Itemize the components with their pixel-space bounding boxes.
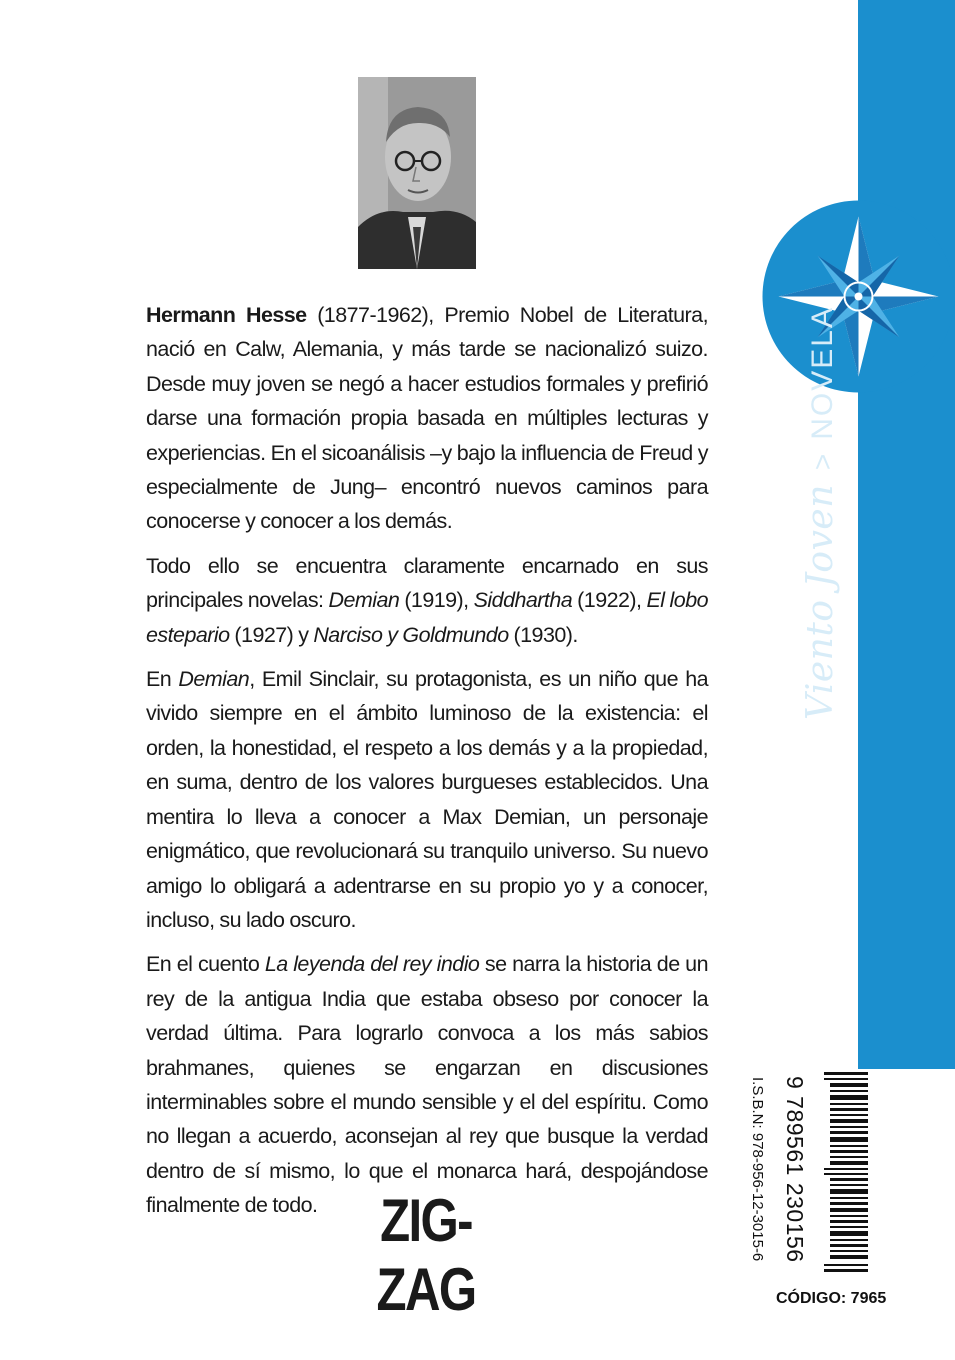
series-genre: NOVELA <box>806 306 839 440</box>
isbn-label: I.S.B.N: 978-956-12-3015-6 <box>749 1077 766 1262</box>
publisher-logo: ZIG-ZAG <box>376 1187 476 1323</box>
demian-title: Demian <box>178 667 250 692</box>
barcode-digits: 9 789561 230156 <box>782 1076 808 1263</box>
series-label <box>800 300 841 720</box>
compass-star-icon <box>762 200 955 393</box>
novels-paragraph <box>146 549 708 652</box>
novel-year: (1919), <box>399 588 474 613</box>
novel-title: Narciso y Goldmundo <box>313 622 509 647</box>
legend-title: La leyenda del rey indio <box>264 952 480 977</box>
novel-year: (1922), <box>572 588 647 613</box>
series-band <box>858 0 955 1069</box>
author-bio-paragraph <box>146 298 708 539</box>
author-name: Hermann Hesse <box>146 303 307 327</box>
series-name: Viento Joven <box>800 484 841 720</box>
novel-title: El lobo estepario <box>146 588 709 647</box>
author-bio-text: (1877-1962), Premio Nobel de Literatura, nació en Calw, Alemania, y más tarde se nacionalizó suizo. Desde muy joven se negó a hacer estudios formales y prefirió darse una formación propia basada en múltiples lecturas y experiencias. En el sicoanálisis –y bajo la influencia de Freud y especialmente de Jung– encontró nuevos caminos para conocerse y conocer a los demás. <box>146 303 709 534</box>
novels-intro: Todo ello se encuentra claramente encarnado en sus principales novelas: <box>146 553 708 613</box>
legend-pre: En el cuento <box>146 952 265 977</box>
novel-year: (1930). <box>508 622 578 647</box>
novel-year: (1927) y <box>229 622 314 647</box>
novel-title: Demian <box>328 588 400 613</box>
demian-paragraph <box>146 662 708 937</box>
legend-text: se narra la historia de un rey de la antigua India que estaba obseso por conocer la verdad última. Para lograrlo convoca a los más sabios brahmanes, quienes se engarzan en discusiones interminables sobre el mundo sensible y el del espíritu. Como no llegan a acuerdo, aconsejan al rey que busque la verdad dentro de sí mismo, lo que el monarca hará, despojándose finalmente de todo. <box>146 952 708 1218</box>
legend-paragraph <box>146 947 708 1222</box>
demian-pre: En <box>146 667 179 692</box>
demian-text: , Emil Sinclair, su protagonista, es un niño que ha vivido siempre en el ámbito luminoso de la existencia: el orden, la honestidad, el respeto a los demás y a la propiedad, en suma, dentro de los valores burgueses establecidos. Una mentira lo lleva a conocer a Max Demian, un personaje enigmático, que revolucionará su tranquilo universo. Su nuevo amigo lo obligará a adentrarse en su propio yo y a conocer, incluso, su lado oscuro. <box>146 667 709 932</box>
product-code: CÓDIGO: 7965 <box>776 1290 887 1307</box>
back-cover-text <box>146 298 708 1233</box>
series-separator: > <box>807 453 838 471</box>
author-portrait <box>358 77 476 269</box>
novel-title: Siddhartha <box>473 588 573 613</box>
